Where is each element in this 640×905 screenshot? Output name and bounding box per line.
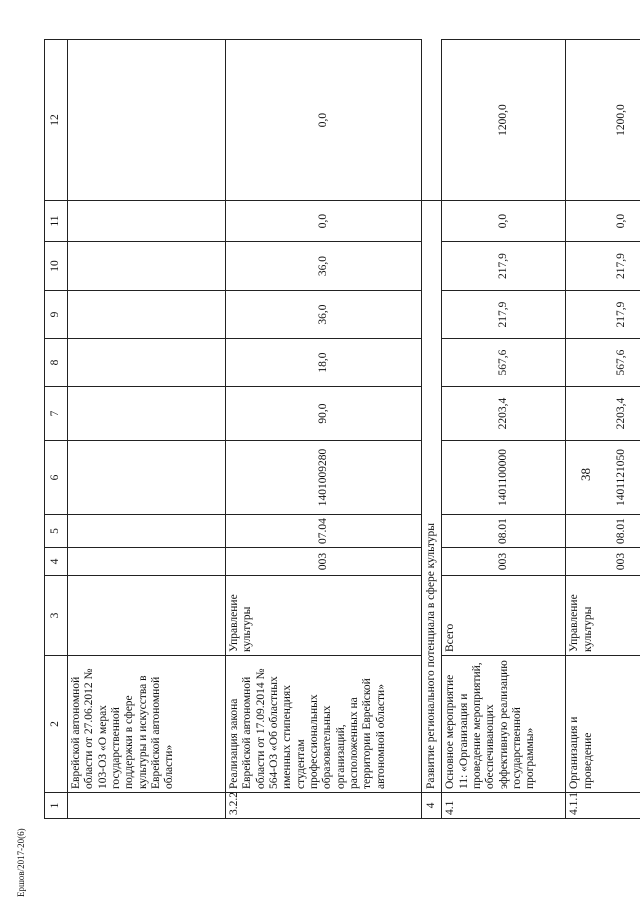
rzpr-code: 07.04	[226, 515, 422, 548]
event-name: Реализация закона Еврейской автономной области от 17.09.2014 № 564-ОЗ «Об областных именных стипендиях студентам профессиональных образовательных организаций, расположенных на территории Еврейской автономной области»	[226, 656, 422, 793]
value-total: 2203,4	[442, 387, 566, 441]
section-row-4	[422, 40, 442, 819]
value-col8: 18,0	[226, 339, 422, 387]
rzpr-code: 08.01	[566, 515, 640, 548]
value-col10: 36,0	[226, 242, 422, 291]
table-row-continuation	[68, 40, 226, 819]
rzpr-code: 08.01	[442, 515, 566, 548]
column-header: 12	[45, 40, 68, 201]
section-title: Развитие регионального потенциала в сфере культуры	[422, 201, 442, 793]
event-name: Еврейской автономной области от 27.06.2012 № 103-ОЗ «О мерах государственной поддержки в сфере культуры и искусства в Еврейской автономной области»	[68, 656, 226, 793]
column-header: 5	[45, 515, 68, 548]
value-total: 2203,4	[566, 387, 640, 441]
csr-code: 1401100000	[442, 441, 566, 515]
value-col11: 0,0	[226, 201, 422, 242]
column-header: 3	[45, 576, 68, 656]
csr-code: 1401009280	[226, 441, 422, 515]
column-header: 1	[45, 793, 68, 819]
executor: Всего	[442, 576, 566, 656]
grbs-code: 003	[226, 548, 422, 576]
budget-table	[44, 39, 640, 819]
value-col12: 0,0	[226, 40, 422, 201]
document-id: Ершов/2017-20(6)	[16, 828, 26, 897]
value-col8: 567,6	[566, 339, 640, 387]
column-header: 9	[45, 291, 68, 339]
table-row-4-1	[442, 40, 566, 819]
event-name: Основное мероприятие 11: «Организация и проведение мероприятий, обеспечивающих эффективную реализацию государственной программы»	[442, 656, 566, 793]
csr-code: 1401121050	[566, 441, 640, 515]
value-col12: 1200,0	[566, 40, 640, 201]
row-number: 4.1.1	[566, 793, 640, 819]
column-header: 4	[45, 548, 68, 576]
value-total: 90,0	[226, 387, 422, 441]
grbs-code: 003	[442, 548, 566, 576]
event-name: Организация и проведение	[566, 656, 640, 793]
section-number: 4	[422, 793, 442, 819]
column-header: 10	[45, 242, 68, 291]
row-number: 4.1	[442, 793, 566, 819]
executor: Управление культуры	[226, 576, 422, 656]
column-header: 7	[45, 387, 68, 441]
page-number: 38	[578, 468, 593, 481]
row-number: 3.2.2	[226, 793, 422, 819]
column-header: 6	[45, 441, 68, 515]
value-col11: 0,0	[566, 201, 640, 242]
executor: Управление культуры	[566, 576, 640, 656]
grbs-code: 003	[566, 548, 640, 576]
value-col12: 1200,0	[442, 40, 566, 201]
column-number-row	[45, 40, 68, 819]
value-col10: 217,9	[442, 242, 566, 291]
table-row-3-2-2	[226, 40, 422, 819]
value-col8: 567,6	[442, 339, 566, 387]
value-col9: 36,0	[226, 291, 422, 339]
value-col10: 217,9	[566, 242, 640, 291]
column-header: 8	[45, 339, 68, 387]
value-col11: 0,0	[442, 201, 566, 242]
value-col9: 217,9	[442, 291, 566, 339]
table-row-4-1-1	[566, 40, 640, 819]
column-header: 2	[45, 656, 68, 793]
column-header: 11	[45, 201, 68, 242]
value-col9: 217,9	[566, 291, 640, 339]
